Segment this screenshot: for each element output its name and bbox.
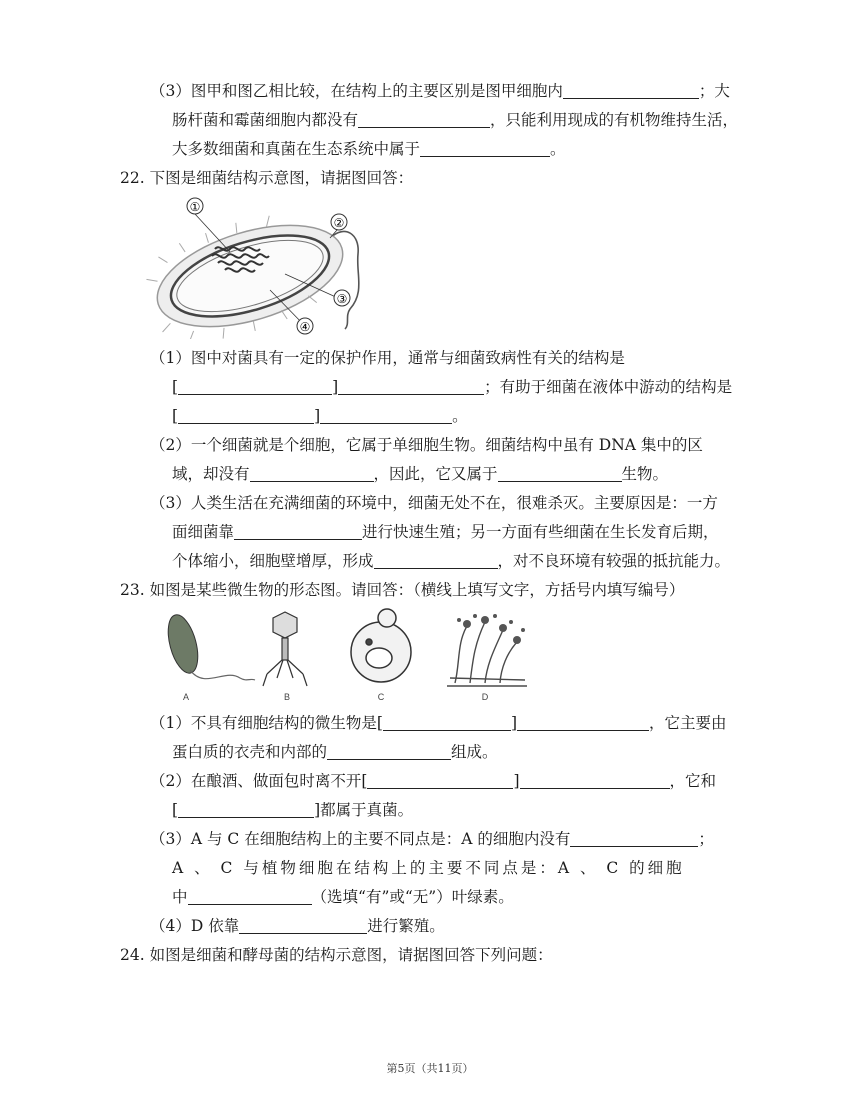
answer-bracket-blank[interactable]: [367, 772, 513, 789]
q22-2-line2: 域，却没有 ，因此，它又属于 生物。: [172, 465, 669, 483]
bacterium-diagram: [140, 194, 370, 339]
fig-label-b: B: [283, 692, 291, 702]
answer-blank[interactable]: [320, 407, 452, 424]
answer-blank[interactable]: [374, 552, 498, 569]
q21-3-line2: 肠杆菌和霉菌细胞内都没有 ，只能利用现成的有机物维持生活，: [172, 111, 739, 129]
microbe-b-bacteriophage: [263, 612, 307, 686]
fig-label-a: A: [182, 692, 190, 702]
q23-1-line1: （1）不具有细胞结构的微生物是[ ] ，它主要由: [150, 714, 727, 732]
answer-blank[interactable]: [563, 82, 699, 99]
answer-blank[interactable]: [517, 714, 649, 731]
q22-3-line1: （3）人类生活在充满细菌的环境中，细菌无处不在，很难杀灭。主要原因是：一方: [150, 494, 718, 512]
answer-blank[interactable]: [250, 465, 374, 482]
q22-1-line1: （1）图中对菌具有一定的保护作用，通常与细菌致病性有关的结构是: [150, 349, 625, 367]
page-footer: 第5页（共11页）: [386, 1062, 474, 1075]
q23-4-line: （4）D 依靠 进行繁殖。: [150, 917, 445, 935]
microbes-figure: [155, 608, 535, 703]
q23-3-line3: 中 （选填“有”或“无”）叶绿素。: [172, 888, 514, 906]
label-2: ②: [333, 216, 345, 230]
q23-2-line1: （2）在酿酒、做面包时离不开[ ] ，它和: [150, 772, 717, 790]
q23-1-line2: 蛋白质的衣壳和内部的 组成。: [172, 743, 498, 761]
label-3: ③: [336, 292, 348, 306]
q22-stem: 22. 下图是细菌结构示意图，请据图回答：: [120, 169, 414, 187]
microbe-c-yeast: [351, 609, 411, 682]
microbe-d-mold: [447, 614, 527, 686]
q22-1-line2: [ ] ；有助于细菌在液体中游动的结构是: [172, 378, 733, 396]
capsule: [140, 195, 358, 339]
answer-bracket-blank[interactable]: [178, 378, 332, 395]
microbe-a-bacillus: [163, 612, 255, 680]
label-1: ①: [189, 200, 201, 214]
answer-bracket-blank[interactable]: [383, 714, 511, 731]
answer-blank[interactable]: [234, 523, 362, 540]
q21-3-line1: （3）图甲和图乙相比较，在结构上的主要区别是图甲细胞内 ；大: [150, 82, 730, 100]
q23-3-line2: A 、 C 与植物细胞在结构上的主要不同点是：A 、 C 的细胞: [172, 859, 685, 877]
q24-stem: 24. 如图是细菌和酵母菌的结构示意图，请据图回答下列问题：: [120, 946, 553, 964]
answer-blank[interactable]: [498, 465, 622, 482]
answer-blank[interactable]: [327, 743, 451, 760]
answer-blank[interactable]: [570, 830, 698, 847]
q23-stem: 23. 如图是某些微生物的形态图。请回答：（横线上填写文字，方括号内填写编号）: [120, 581, 685, 599]
q23-2-line2: [ ]都属于真菌。: [172, 801, 414, 819]
fig-label-c: C: [377, 692, 385, 702]
label-4: ④: [299, 320, 311, 334]
answer-bracket-blank[interactable]: [178, 801, 314, 818]
answer-blank[interactable]: [239, 917, 367, 934]
q22-3-line2: 面细菌靠 进行快速生殖；另一方面有些细菌在生长发育后期，: [172, 523, 719, 541]
q22-1-line3: [ ] 。: [172, 407, 468, 425]
answer-blank[interactable]: [420, 140, 550, 157]
q23-3-line1: （3）A 与 C 在细胞结构上的主要不同点是：A 的细胞内没有 ；: [150, 830, 714, 848]
answer-bracket-blank[interactable]: [178, 407, 314, 424]
q22-2-line1: （2）一个细菌就是个细胞，它属于单细胞生物。细菌结构中虽有 DNA 集中的区: [150, 436, 703, 454]
q22-3-line3: 个体缩小，细胞壁增厚，形成 ，对不良环境有较强的抵抗能力。: [172, 552, 731, 570]
answer-blank[interactable]: [188, 888, 312, 905]
fig-label-d: D: [481, 692, 489, 702]
answer-blank[interactable]: [338, 378, 484, 395]
answer-blank[interactable]: [520, 772, 670, 789]
answer-blank[interactable]: [358, 111, 490, 128]
q21-3-line3: 大多数细菌和真菌在生态系统中属于 。: [172, 140, 566, 158]
